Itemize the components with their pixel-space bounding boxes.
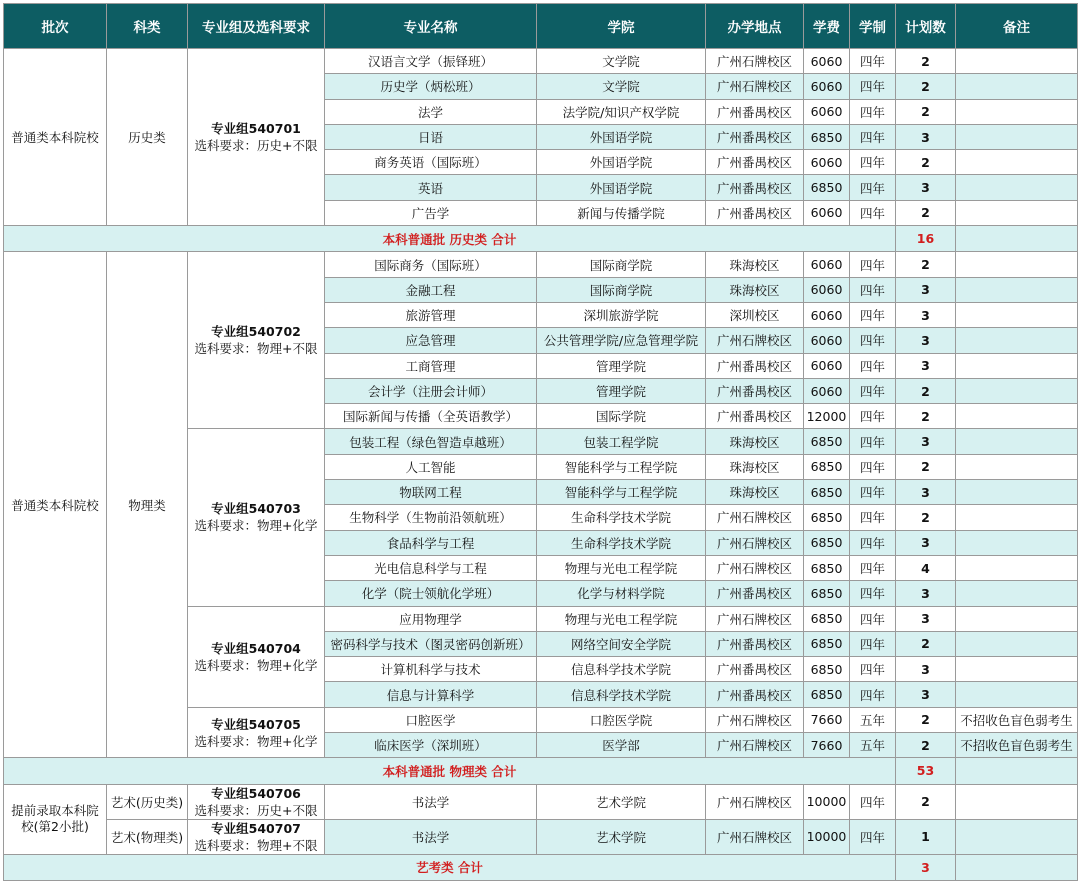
tuition-fee: 6060 (804, 252, 850, 277)
header-campus: 办学地点 (706, 4, 804, 49)
college-name: 化学与材料学院 (537, 581, 706, 606)
tuition-fee: 6060 (804, 378, 850, 403)
campus: 广州番禺校区 (706, 200, 804, 225)
major-name: 信息与计算科学 (325, 682, 537, 707)
college-name: 包装工程学院 (537, 429, 706, 454)
group-requirement: 选科要求：物理+化学 (194, 518, 318, 534)
duration: 四年 (850, 302, 896, 327)
duration: 四年 (850, 682, 896, 707)
college-name: 口腔医学院 (537, 707, 706, 732)
plan-count: 3 (896, 657, 956, 682)
remark (956, 555, 1078, 580)
tuition-fee: 6850 (804, 429, 850, 454)
major-name: 书法学 (325, 784, 537, 819)
college-name: 国际学院 (537, 404, 706, 429)
plan-count: 2 (896, 74, 956, 99)
subtotal-count: 3 (896, 854, 956, 880)
subtotal-label: 艺考类 合计 (4, 854, 896, 880)
plan-count: 3 (896, 302, 956, 327)
plan-count: 3 (896, 328, 956, 353)
remark (956, 784, 1078, 819)
major-name: 会计学（注册会计师） (325, 378, 537, 403)
remark (956, 819, 1078, 854)
remark (956, 302, 1078, 327)
remark: 不招收色盲色弱考生 (956, 707, 1078, 732)
plan-count: 2 (896, 784, 956, 819)
major-name: 广告学 (325, 200, 537, 225)
tuition-fee: 10000 (804, 784, 850, 819)
duration: 四年 (850, 784, 896, 819)
plan-count: 2 (896, 200, 956, 225)
major-name: 国际新闻与传播（全英语教学） (325, 404, 537, 429)
campus: 广州番禺校区 (706, 175, 804, 200)
tuition-fee: 6850 (804, 555, 850, 580)
tuition-fee: 6060 (804, 353, 850, 378)
remark (956, 99, 1078, 124)
plan-count: 2 (896, 707, 956, 732)
tuition-fee: 6850 (804, 505, 850, 530)
campus: 广州石牌校区 (706, 74, 804, 99)
campus: 珠海校区 (706, 277, 804, 302)
tuition-fee: 7660 (804, 707, 850, 732)
major-name: 人工智能 (325, 454, 537, 479)
campus: 广州番禺校区 (706, 99, 804, 124)
subtotal-note (956, 758, 1078, 784)
remark (956, 74, 1078, 99)
batch-cell: 提前录取本科院校(第2小批) (4, 784, 107, 854)
duration: 四年 (850, 175, 896, 200)
remark (956, 404, 1078, 429)
remark (956, 530, 1078, 555)
campus: 珠海校区 (706, 429, 804, 454)
major-name: 旅游管理 (325, 302, 537, 327)
campus: 广州石牌校区 (706, 733, 804, 758)
group-requirement: 选科要求：物理+不限 (194, 341, 318, 357)
duration: 四年 (850, 530, 896, 555)
college-name: 深圳旅游学院 (537, 302, 706, 327)
remark (956, 175, 1078, 200)
campus: 深圳校区 (706, 302, 804, 327)
duration: 四年 (850, 581, 896, 606)
duration: 四年 (850, 378, 896, 403)
remark (956, 505, 1078, 530)
major-name: 计算机科学与技术 (325, 657, 537, 682)
college-name: 公共管理学院/应急管理学院 (537, 328, 706, 353)
major-group-cell (188, 707, 325, 758)
remark (956, 454, 1078, 479)
duration: 四年 (850, 819, 896, 854)
group-code: 专业组540706 (211, 785, 301, 801)
duration: 四年 (850, 480, 896, 505)
category-cell: 历史类 (107, 49, 188, 226)
tuition-fee: 6060 (804, 150, 850, 175)
duration: 四年 (850, 606, 896, 631)
group-code: 专业组540702 (211, 324, 301, 340)
major-name: 工商管理 (325, 353, 537, 378)
tuition-fee: 6850 (804, 530, 850, 555)
college-name: 管理学院 (537, 378, 706, 403)
college-name: 国际商学院 (537, 277, 706, 302)
campus: 广州番禺校区 (706, 378, 804, 403)
header-group: 专业组及选科要求 (188, 4, 325, 49)
tuition-fee: 12000 (804, 404, 850, 429)
college-name: 生命科学技术学院 (537, 530, 706, 555)
tuition-fee: 6060 (804, 302, 850, 327)
plan-count: 2 (896, 49, 956, 74)
duration: 四年 (850, 49, 896, 74)
plan-count: 3 (896, 581, 956, 606)
plan-count: 2 (896, 404, 956, 429)
major-name: 口腔医学 (325, 707, 537, 732)
remark (956, 124, 1078, 149)
tuition-fee: 6060 (804, 74, 850, 99)
major-name: 物联网工程 (325, 480, 537, 505)
subtotal-note (956, 226, 1078, 252)
remark (956, 49, 1078, 74)
duration: 四年 (850, 277, 896, 302)
plan-count: 3 (896, 682, 956, 707)
group-code: 专业组540703 (211, 501, 301, 517)
batch-cell: 普通类本科院校 (4, 49, 107, 226)
tuition-fee: 6850 (804, 480, 850, 505)
tuition-fee: 6850 (804, 581, 850, 606)
duration: 四年 (850, 404, 896, 429)
major-name: 日语 (325, 124, 537, 149)
table-row (4, 49, 1078, 74)
tuition-fee: 10000 (804, 819, 850, 854)
campus: 广州番禺校区 (706, 124, 804, 149)
remark (956, 429, 1078, 454)
group-code: 专业组540707 (211, 820, 301, 836)
header-category: 科类 (107, 4, 188, 49)
header-years: 学制 (850, 4, 896, 49)
duration: 四年 (850, 252, 896, 277)
plan-count: 2 (896, 378, 956, 403)
major-name: 密码科学与技术（图灵密码创新班） (325, 631, 537, 656)
major-name: 临床医学（深圳班） (325, 733, 537, 758)
college-name: 网络空间安全学院 (537, 631, 706, 656)
subtotal-row (4, 854, 1078, 880)
header-plan: 计划数 (896, 4, 956, 49)
campus: 广州石牌校区 (706, 555, 804, 580)
plan-count: 3 (896, 277, 956, 302)
remark (956, 200, 1078, 225)
college-name: 智能科学与工程学院 (537, 454, 706, 479)
header-fee: 学费 (804, 4, 850, 49)
college-name: 信息科学技术学院 (537, 657, 706, 682)
tuition-fee: 6850 (804, 657, 850, 682)
subtotal-count: 53 (896, 758, 956, 784)
campus: 广州番禺校区 (706, 657, 804, 682)
college-name: 国际商学院 (537, 252, 706, 277)
duration: 四年 (850, 429, 896, 454)
campus: 广州番禺校区 (706, 581, 804, 606)
major-name: 化学（院士领航化学班） (325, 581, 537, 606)
major-name: 法学 (325, 99, 537, 124)
college-name: 文学院 (537, 74, 706, 99)
tuition-fee: 6060 (804, 328, 850, 353)
category-cell: 物理类 (107, 252, 188, 758)
group-code: 专业组540701 (211, 121, 301, 137)
duration: 四年 (850, 657, 896, 682)
plan-count: 4 (896, 555, 956, 580)
header-note: 备注 (956, 4, 1078, 49)
plan-count: 2 (896, 505, 956, 530)
campus: 广州石牌校区 (706, 328, 804, 353)
college-name: 管理学院 (537, 353, 706, 378)
remark (956, 252, 1078, 277)
campus: 珠海校区 (706, 480, 804, 505)
college-name: 新闻与传播学院 (537, 200, 706, 225)
major-name: 金融工程 (325, 277, 537, 302)
tuition-fee: 6060 (804, 49, 850, 74)
group-requirement: 选科要求：历史+不限 (194, 138, 318, 154)
tuition-fee: 6850 (804, 682, 850, 707)
duration: 四年 (850, 631, 896, 656)
duration: 四年 (850, 74, 896, 99)
duration: 四年 (850, 150, 896, 175)
major-name: 包装工程（绿色智造卓越班） (325, 429, 537, 454)
tuition-fee: 6060 (804, 200, 850, 225)
plan-count: 3 (896, 175, 956, 200)
major-name: 应急管理 (325, 328, 537, 353)
campus: 广州石牌校区 (706, 707, 804, 732)
group-requirement: 选科要求：物理+化学 (194, 733, 318, 749)
group-requirement: 选科要求：物理+不限 (194, 837, 318, 853)
subtotal-label: 本科普通批 物理类 合计 (4, 758, 896, 784)
campus: 珠海校区 (706, 454, 804, 479)
tuition-fee: 7660 (804, 733, 850, 758)
tuition-fee: 6850 (804, 124, 850, 149)
group-requirement: 选科要求：历史+不限 (194, 802, 318, 818)
remark: 不招收色盲色弱考生 (956, 733, 1078, 758)
table-row (4, 819, 1078, 854)
category-cell: 艺术(物理类) (107, 819, 188, 854)
duration: 四年 (850, 124, 896, 149)
major-name: 生物科学（生物前沿领航班） (325, 505, 537, 530)
remark (956, 657, 1078, 682)
college-name: 物理与光电工程学院 (537, 555, 706, 580)
enrollment-plan-table (3, 3, 1078, 881)
campus: 广州石牌校区 (706, 784, 804, 819)
college-name: 智能科学与工程学院 (537, 480, 706, 505)
duration: 四年 (850, 454, 896, 479)
batch-cell: 普通类本科院校 (4, 252, 107, 758)
table-body (4, 49, 1078, 881)
remark (956, 606, 1078, 631)
subtotal-count: 16 (896, 226, 956, 252)
college-name: 艺术学院 (537, 819, 706, 854)
campus: 广州番禺校区 (706, 150, 804, 175)
tuition-fee: 6850 (804, 606, 850, 631)
major-group-cell (188, 49, 325, 226)
duration: 四年 (850, 505, 896, 530)
major-group-cell (188, 429, 325, 606)
campus: 广州石牌校区 (706, 530, 804, 555)
plan-count: 1 (896, 819, 956, 854)
campus: 广州番禺校区 (706, 404, 804, 429)
remark (956, 378, 1078, 403)
duration: 四年 (850, 353, 896, 378)
plan-count: 2 (896, 252, 956, 277)
plan-count: 3 (896, 353, 956, 378)
tuition-fee: 6060 (804, 99, 850, 124)
college-name: 法学院/知识产权学院 (537, 99, 706, 124)
campus: 广州石牌校区 (706, 606, 804, 631)
header-batch: 批次 (4, 4, 107, 49)
plan-count: 2 (896, 454, 956, 479)
remark (956, 277, 1078, 302)
subtotal-label: 本科普通批 历史类 合计 (4, 226, 896, 252)
remark (956, 631, 1078, 656)
subtotal-row (4, 226, 1078, 252)
tuition-fee: 6850 (804, 631, 850, 656)
group-code: 专业组540705 (211, 716, 301, 732)
header-college: 学院 (537, 4, 706, 49)
campus: 广州番禺校区 (706, 353, 804, 378)
duration: 四年 (850, 200, 896, 225)
plan-count: 2 (896, 99, 956, 124)
major-group-cell (188, 606, 325, 707)
duration: 四年 (850, 555, 896, 580)
duration: 四年 (850, 328, 896, 353)
remark (956, 150, 1078, 175)
table-row (4, 252, 1078, 277)
tuition-fee: 6850 (804, 454, 850, 479)
major-name: 食品科学与工程 (325, 530, 537, 555)
college-name: 艺术学院 (537, 784, 706, 819)
duration: 四年 (850, 99, 896, 124)
group-code: 专业组540704 (211, 640, 301, 656)
remark (956, 581, 1078, 606)
remark (956, 353, 1078, 378)
campus: 广州石牌校区 (706, 819, 804, 854)
plan-count: 3 (896, 480, 956, 505)
tuition-fee: 6850 (804, 175, 850, 200)
category-cell: 艺术(历史类) (107, 784, 188, 819)
major-name: 应用物理学 (325, 606, 537, 631)
tuition-fee: 6060 (804, 277, 850, 302)
remark (956, 682, 1078, 707)
college-name: 医学部 (537, 733, 706, 758)
table-row (4, 784, 1078, 819)
duration: 五年 (850, 733, 896, 758)
major-name: 商务英语（国际班） (325, 150, 537, 175)
campus: 广州番禺校区 (706, 631, 804, 656)
remark (956, 480, 1078, 505)
plan-count: 2 (896, 150, 956, 175)
college-name: 外国语学院 (537, 150, 706, 175)
plan-count: 3 (896, 124, 956, 149)
group-requirement: 选科要求：物理+化学 (194, 657, 318, 673)
header-major: 专业名称 (325, 4, 537, 49)
plan-count: 3 (896, 530, 956, 555)
remark (956, 328, 1078, 353)
college-name: 外国语学院 (537, 175, 706, 200)
college-name: 文学院 (537, 49, 706, 74)
campus: 珠海校区 (706, 252, 804, 277)
plan-count: 3 (896, 429, 956, 454)
major-name: 汉语言文学（振铎班） (325, 49, 537, 74)
table-header-row (4, 4, 1078, 49)
major-group-cell (188, 784, 325, 819)
college-name: 信息科学技术学院 (537, 682, 706, 707)
campus: 广州番禺校区 (706, 682, 804, 707)
major-name: 国际商务（国际班） (325, 252, 537, 277)
subtotal-row (4, 758, 1078, 784)
major-name: 历史学（炳松班） (325, 74, 537, 99)
duration: 五年 (850, 707, 896, 732)
subtotal-note (956, 854, 1078, 880)
major-name: 光电信息科学与工程 (325, 555, 537, 580)
campus: 广州石牌校区 (706, 49, 804, 74)
major-name: 书法学 (325, 819, 537, 854)
plan-count: 3 (896, 606, 956, 631)
major-group-cell (188, 819, 325, 854)
major-name: 英语 (325, 175, 537, 200)
college-name: 生命科学技术学院 (537, 505, 706, 530)
major-group-cell (188, 252, 325, 429)
college-name: 物理与光电工程学院 (537, 606, 706, 631)
plan-count: 2 (896, 631, 956, 656)
plan-count: 2 (896, 733, 956, 758)
college-name: 外国语学院 (537, 124, 706, 149)
campus: 广州石牌校区 (706, 505, 804, 530)
